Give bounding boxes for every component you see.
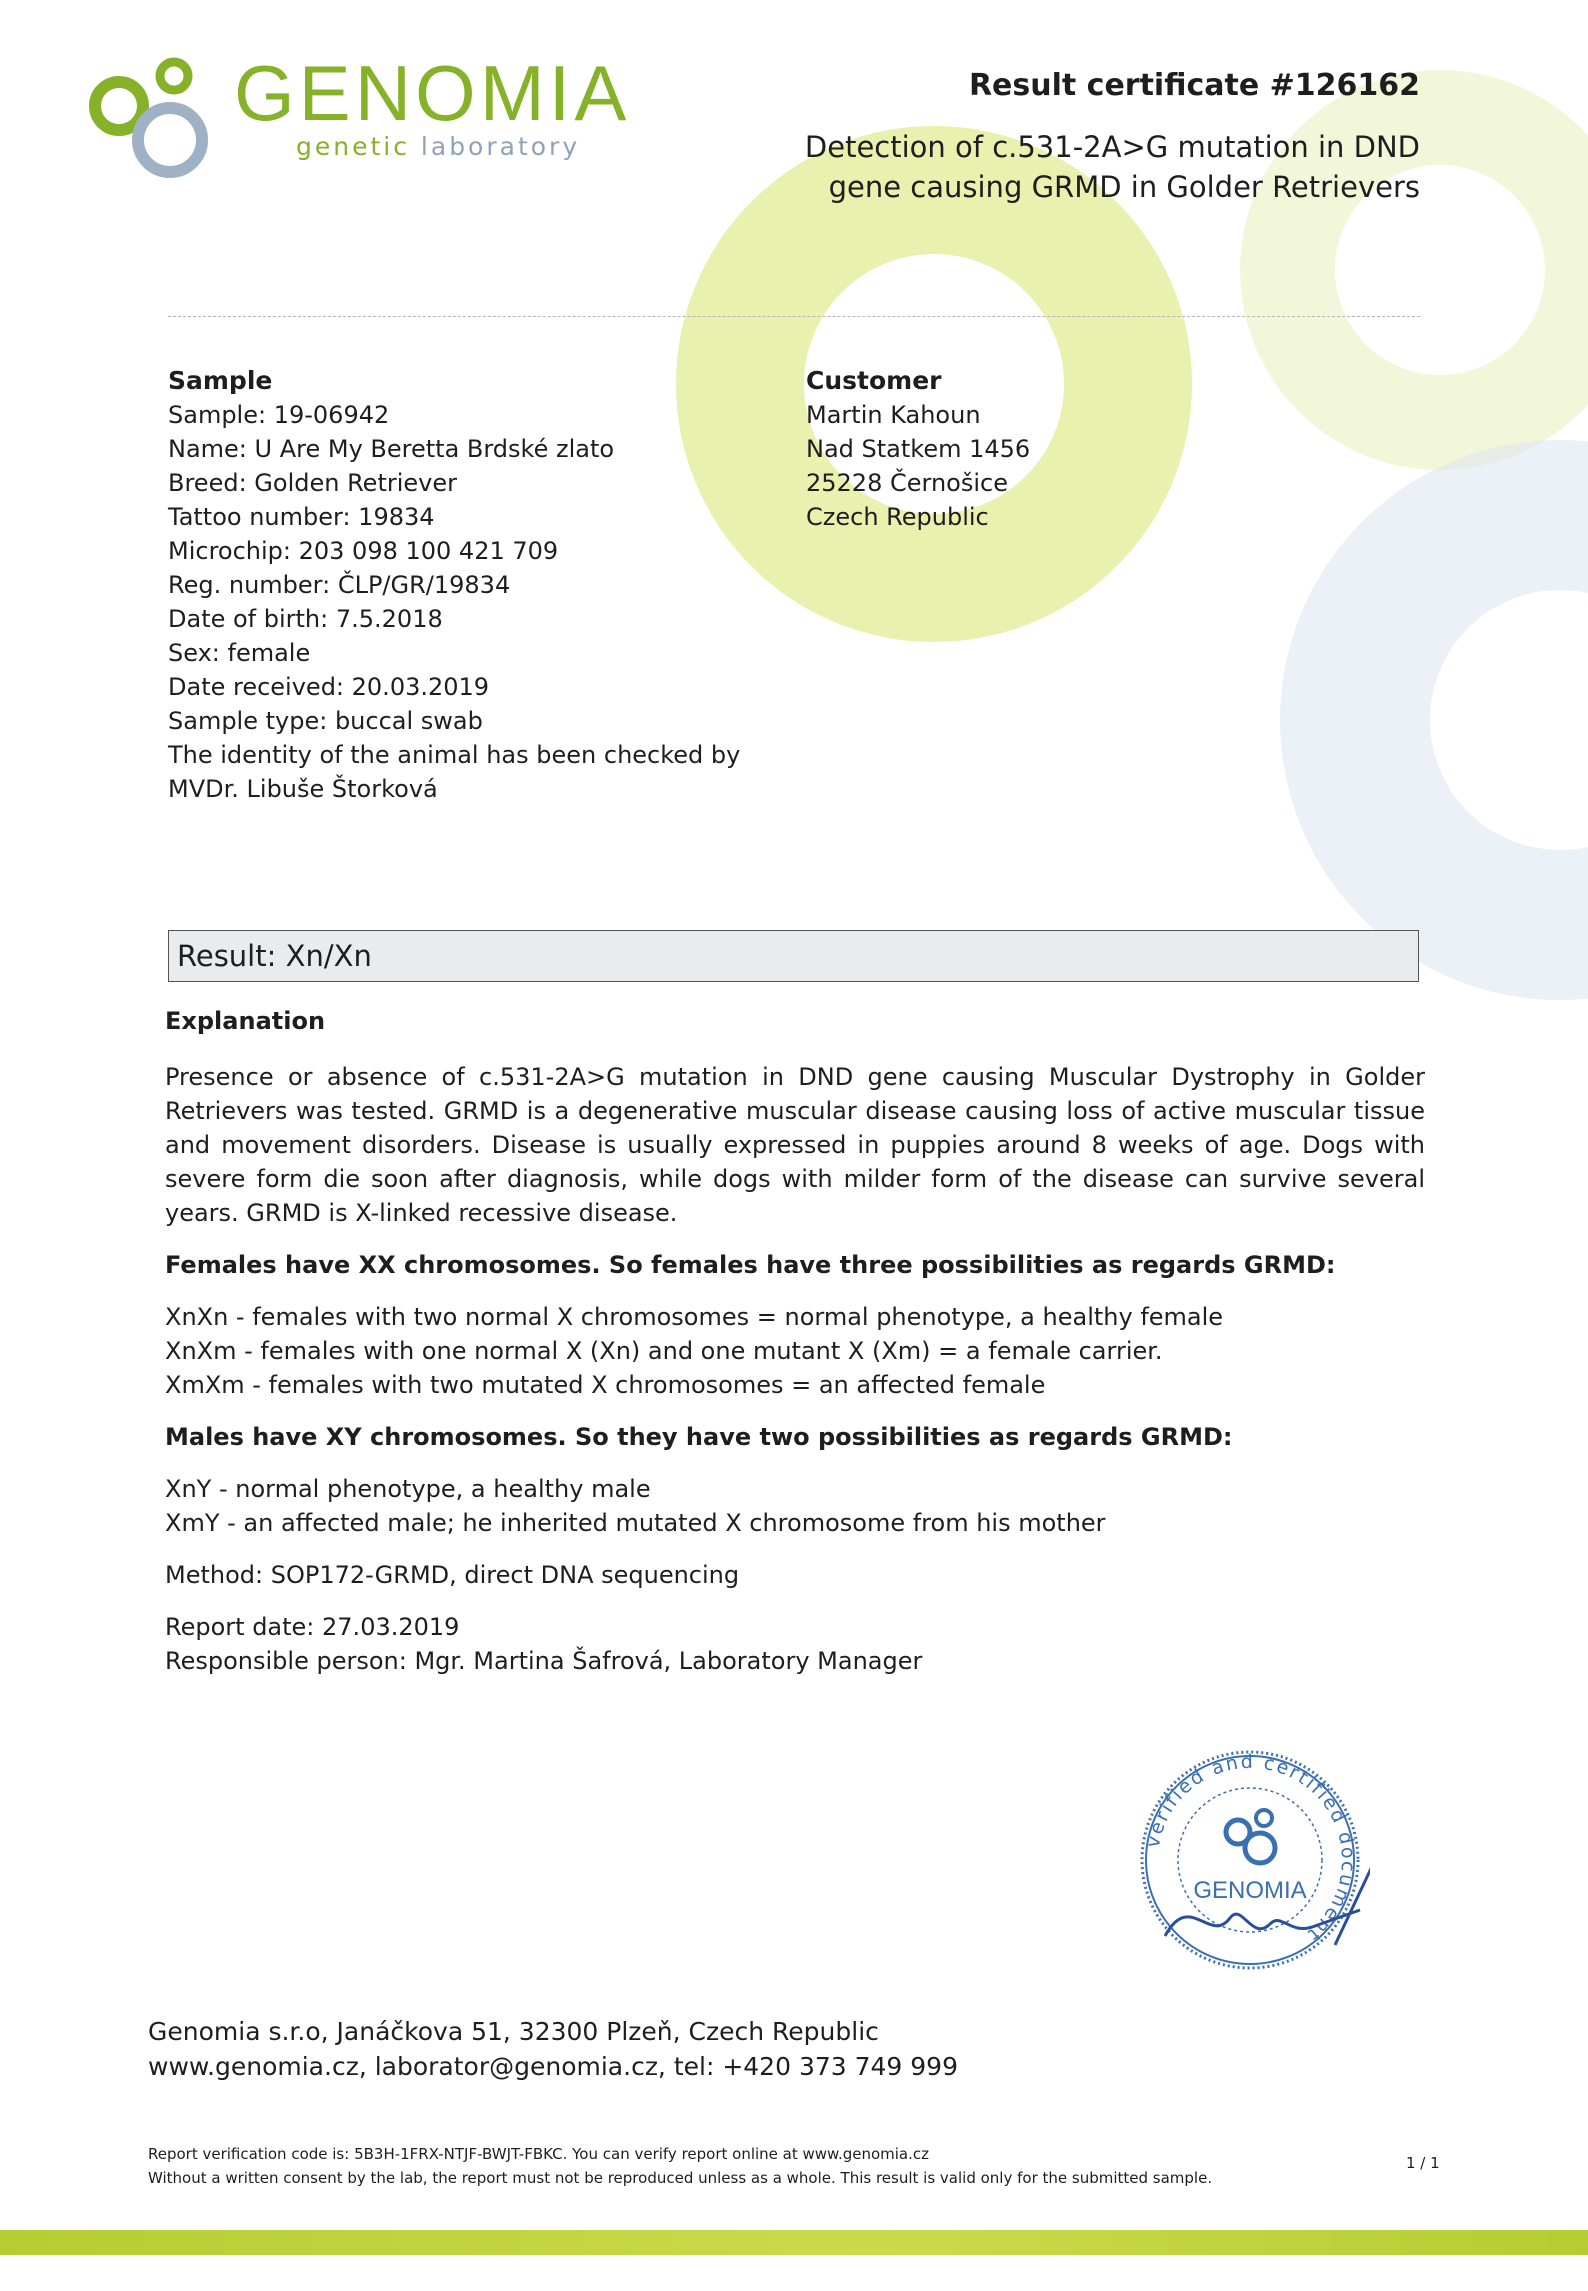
footer-address: Genomia s.r.o, Janáčkova 51, 32300 Plzeň, Czech Republic [148,2017,879,2046]
sample-line: Name: U Are My Beretta Brdské zlato [168,435,615,463]
females-line: XmXm - females with two mutated X chromosomes = an affected female [165,1371,1046,1399]
responsible-person: Responsible person: Mgr. Martina Šafrová, Laboratory Manager [165,1647,923,1675]
females-line: XnXm - females with one normal X (Xn) and one mutant X (Xm) = a female carrier. [165,1337,1163,1365]
report-date: Report date: 27.03.2019 [165,1613,460,1641]
customer-heading: Customer [806,366,942,395]
certification-stamp [1130,1740,1370,1980]
customer-section [806,364,1186,534]
sample-line: The identity of the animal has been checked by [168,741,741,769]
customer-line: Martin Kahoun [806,401,981,429]
page-number: 1 / 1 [1406,2154,1440,2172]
genomia-circles-icon [86,54,236,184]
bottom-color-band [0,2230,1588,2255]
genomia-logo [86,49,666,184]
stamp-ring-text: verified and certified document [1141,1750,1360,1947]
stamp-logo-text: GENOMIA [1193,1877,1307,1904]
footer-contact: www.genomia.cz, laborator@genomia.cz, tel: +420 373 749 999 [148,2052,958,2081]
sample-line: Sample: 19-06942 [168,401,390,429]
sample-heading: Sample [168,366,273,395]
males-line: XmY - an affected male; he inherited mutated X chromosome from his mother [165,1509,1106,1537]
sample-line: Sample type: buccal swab [168,707,483,735]
females-heading: Females have XX chromosomes. So females have three possibilities as regards GRMD: [165,1251,1336,1279]
disclaimer-text: Without a written consent by the lab, the report must not be reproduced unless as a whole. This result is valid only for the submitted sample. [148,2169,1213,2187]
logo-wordmark: GENOMIA [234,49,631,137]
svg-text:verified and certified documen [1142,1751,1359,1947]
verification-code-text: Report verification code is: 5B3H-1FRX-NTJF-BWJT-FBKC. You can verify report online at www.genomia.cz [148,2145,930,2163]
explanation-heading: Explanation [165,1007,326,1035]
males-line: XnY - normal phenotype, a healthy male [165,1475,651,1503]
sample-line: MVDr. Libuše Štorková [168,775,438,803]
sample-line: Date received: 20.03.2019 [168,673,490,701]
sample-line: Date of birth: 7.5.2018 [168,605,443,633]
result-box: Result: Xn/Xn [168,930,1419,982]
customer-line: 25228 Černošice [806,469,1008,497]
content-section [165,1004,1425,1678]
sample-line: Reg. number: ČLP/GR/19834 [168,571,511,599]
logo-sub-genetic: genetic [296,132,410,161]
sample-line: Tattoo number: 19834 [168,503,435,531]
customer-line: Nad Statkem 1456 [806,435,1031,463]
sample-line: Breed: Golden Retriever [168,469,457,497]
explanation-text: Presence or absence of c.531-2A>G mutation in DND gene causing Muscular Dystrophy in Golder Retrievers was tested. GRMD is a degenerative muscular disease causing loss of active muscular tissue and movement disorders. Disease is usually expressed in puppies around 8 weeks of age. Dogs with severe form die soon after diagnosis, while dogs with milder form of the disease can survive several years. GRMD is X-linked recessive disease. [165,1063,1425,1227]
footer-small-print [148,2142,1212,2190]
females-line: XnXn - females with two normal X chromosomes = normal phenotype, a healthy female [165,1303,1224,1331]
stamp-seal-icon [1130,1740,1370,1980]
customer-line: Czech Republic [806,503,989,531]
certificate-title: Result certificate #126162 [968,68,1420,103]
method-text: Method: SOP172-GRMD, direct DNA sequencing [165,1561,740,1589]
decorative-ring-blue [1280,440,1588,1000]
sample-section [168,364,788,806]
footer-address-block [148,2014,958,2084]
logo-sub-laboratory: laboratory [420,132,581,161]
logo-subtitle [296,134,580,159]
males-heading: Males have XY chromosomes. So they have two possibilities as regards GRMD: [165,1423,1233,1451]
sample-line: Sex: female [168,639,311,667]
sample-line: Microchip: 203 098 100 421 709 [168,537,559,565]
header-divider [168,316,1420,317]
certificate-description: Detection of c.531-2A>G mutation in DND gene causing GRMD in Golder Retrievers [804,130,1420,204]
